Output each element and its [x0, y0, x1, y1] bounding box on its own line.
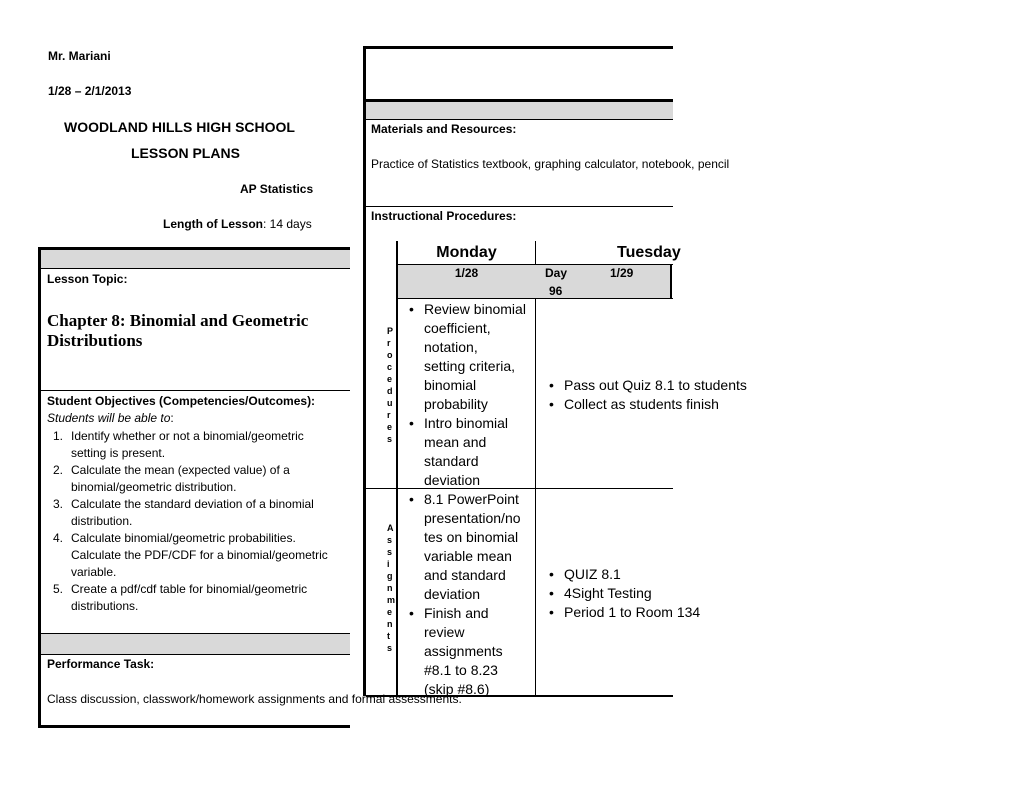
right-panel-border — [363, 46, 366, 696]
list-item: • QUIZ 8.1 — [545, 565, 785, 584]
list-item — [405, 414, 533, 490]
objective-line: Calculate the mean (expected value) of a — [71, 463, 290, 477]
divider — [670, 264, 672, 299]
objectives-intro-text: Students will be able to — [47, 411, 171, 425]
procedures-label: Instructional Procedures: — [371, 209, 517, 223]
objectives-label: Student Objectives (Competencies/Outcomes): — [47, 394, 316, 408]
objective-item — [47, 462, 347, 496]
list-item-line: and standard — [424, 567, 506, 583]
row-label-letter: i — [387, 559, 390, 569]
row-label-letter: d — [387, 386, 393, 396]
course-name: AP Statistics — [240, 182, 314, 196]
left-panel-bottom-border — [38, 725, 350, 728]
day-label: Day — [545, 266, 568, 280]
divider — [398, 298, 673, 299]
row-label-letter: A — [387, 523, 394, 533]
row-label-letter: r — [387, 410, 391, 420]
divider — [41, 654, 350, 655]
lesson-topic-label: Lesson Topic: — [47, 272, 128, 286]
objective-line: Calculate the standard deviation of a binomial — [71, 497, 314, 511]
objective-line: distribution. — [71, 514, 133, 528]
row-label-letter: s — [387, 535, 393, 545]
objective-line: distributions. — [71, 599, 139, 613]
row-label-letter: r — [387, 338, 391, 348]
objectives-intro-suffix: : — [170, 411, 174, 425]
list-item-line: • Intro binomial — [424, 415, 509, 431]
list-item-line: • 8.1 PowerPoint — [424, 491, 519, 507]
row-label-letter: s — [387, 434, 393, 444]
list-item-line: #8.1 to 8.23 — [424, 662, 498, 678]
date-tuesday: 1/29 — [610, 266, 634, 280]
lesson-topic-line: Distributions — [47, 331, 143, 350]
objective-line: Create a pdf/cdf table for binomial/geometric — [71, 582, 308, 596]
list-item-line: coefficient, — [424, 320, 491, 336]
objective-item — [47, 581, 347, 615]
schedule-column-divider — [535, 241, 536, 696]
list-item-line: deviation — [424, 472, 481, 488]
list-item-line: notation, — [424, 339, 478, 355]
lesson-topic-title — [47, 311, 308, 351]
materials-header-bar — [366, 102, 673, 119]
divider — [398, 264, 673, 265]
objective-number: 2. — [53, 463, 64, 477]
school-name: WOODLAND HILLS HIGH SCHOOL — [64, 119, 295, 135]
row-label-letter: e — [387, 374, 393, 384]
objective-line: binomial/geometric distribution. — [71, 480, 237, 494]
list-item-line: tes on binomial — [424, 529, 519, 545]
right-panel-top-border — [363, 46, 673, 49]
performance-header-bar — [41, 634, 350, 654]
lesson-length-label: Length of Lesson — [163, 217, 263, 231]
row-label-letter: n — [387, 619, 393, 629]
row-label-letter: t — [387, 631, 390, 641]
list-item-line: standard — [424, 453, 479, 469]
objectives-intro — [47, 411, 174, 425]
objective-number: 4. — [53, 531, 64, 545]
lesson-length — [163, 217, 312, 231]
day-header-monday: Monday — [436, 244, 497, 261]
row-label-letter: u — [387, 398, 393, 408]
list-item-line: mean and — [424, 434, 487, 450]
performance-text: Class discussion, classwork/homework assignments and formal assessments. — [47, 692, 462, 706]
objective-number: 3. — [53, 497, 64, 511]
list-item-line: • Review binomial — [424, 301, 526, 317]
day-header-tuesday: Tuesday — [617, 244, 681, 261]
objective-line: Calculate the PDF/CDF for a binomial/geometric — [71, 548, 328, 562]
lesson-dates: 1/28 – 2/1/2013 — [48, 84, 132, 98]
divider — [41, 390, 350, 391]
row-label-letter: o — [387, 350, 393, 360]
objective-item — [47, 530, 347, 581]
materials-label: Materials and Resources: — [371, 122, 517, 136]
list-item-line: presentation/no — [424, 510, 521, 526]
monday-assignments-list — [405, 490, 533, 699]
list-item-line: binomial — [424, 377, 477, 393]
doc-title: LESSON PLANS — [131, 145, 240, 161]
left-panel-header-bar — [41, 250, 350, 268]
row-label-letter: e — [387, 607, 393, 617]
objective-line: variable. — [71, 565, 117, 579]
divider — [366, 119, 673, 120]
row-label-letter: g — [387, 571, 393, 581]
list-item: • Period 1 to Room 134 — [545, 603, 785, 622]
row-label-letter: m — [387, 595, 396, 605]
teacher-name: Mr. Mariani — [48, 49, 111, 63]
tuesday-procedures-list — [545, 376, 785, 414]
objective-line: Calculate binomial/geometric probabilities. — [71, 531, 296, 545]
objectives-list — [47, 428, 347, 615]
row-label-letter: n — [387, 583, 393, 593]
day-number: 96 — [549, 284, 563, 298]
row-label-letter: P — [387, 326, 394, 336]
divider — [366, 206, 673, 207]
objective-line: setting is present. — [71, 446, 166, 460]
list-item — [405, 300, 533, 414]
row-label-letter: s — [387, 547, 393, 557]
list-item: • Pass out Quiz 8.1 to students — [545, 376, 785, 395]
row-label-assignments — [387, 522, 397, 654]
list-item: • 4Sight Testing — [545, 584, 785, 603]
list-item-line: probability — [424, 396, 488, 412]
lesson-topic-line: Chapter 8: Binomial and Geometric — [47, 311, 309, 330]
row-label-letter: e — [387, 422, 393, 432]
list-item-line: assignments — [424, 643, 503, 659]
list-item-line: • Finish and — [424, 605, 489, 621]
row-label-procedures — [387, 325, 397, 445]
objective-item — [47, 496, 347, 530]
objective-line: Identify whether or not a binomial/geometric — [71, 429, 304, 443]
objective-number: 1. — [53, 429, 64, 443]
list-item: • Collect as students finish — [545, 395, 785, 414]
tuesday-assignments-list — [545, 565, 785, 622]
date-monday: 1/28 — [454, 266, 479, 280]
monday-procedures-list — [405, 300, 533, 490]
list-item-line: setting criteria, — [424, 358, 516, 374]
list-item-line: variable mean — [424, 548, 512, 564]
list-item-line: (skip #8.6) — [424, 681, 490, 697]
row-label-letter: s — [387, 643, 393, 653]
list-item-line: review — [424, 624, 465, 640]
materials-text: Practice of Statistics textbook, graphing calculator, notebook, pencil — [371, 157, 730, 171]
list-item — [405, 604, 533, 699]
row-label-letter: c — [387, 362, 393, 372]
objective-number: 5. — [53, 582, 64, 596]
divider — [41, 268, 350, 269]
objective-item — [47, 428, 347, 462]
list-item-line: deviation — [424, 586, 481, 602]
left-panel-border — [38, 247, 41, 727]
performance-label: Performance Task: — [47, 657, 155, 671]
list-item — [405, 490, 533, 604]
lesson-length-value: : 14 days — [263, 217, 312, 231]
